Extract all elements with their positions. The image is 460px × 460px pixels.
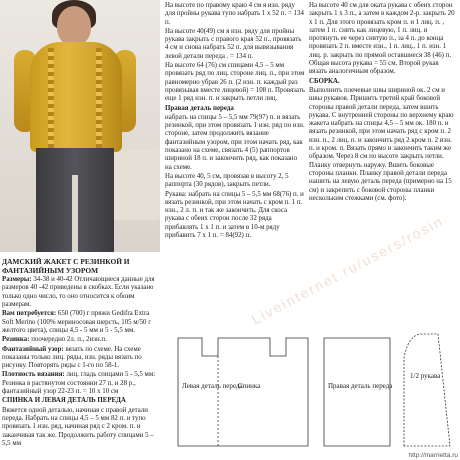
mid-paragraph-5: набрать на спицы 5 – 5,5 мм 79(97) п. и вязать резинкой, при этом провязать 1 изн. ряд по изн. стороне, затем продолжить вязание фантазийным узором, при этом начать ряд, как показано на схеме, связать 4 (5) раппортов шириной 18 п. и закончить ряд, как показано на схеме. [165, 113, 305, 171]
mid-paragraph-1: На высоте по правому краю 4 см я изн. ряду для пройны рукава тупо набрать 1 х 52 п. = 134 п. [165, 2, 304, 26]
materials-label: Вам потребуется: [2, 310, 57, 318]
sizes-label: Размеры: [2, 276, 32, 284]
pattern-title: ДАМСКИЙ ЖАКЕТ С РЕЗИНКОЙ И ФАНТАЗИЙНЫМ УЗОРОМ [2, 257, 130, 275]
right-front-outline [324, 338, 390, 446]
mid-paragraph-2: На высоте 40(49) см я изн. ряду для пройны рукава закрыть с правого края 52 п., провязать 4 см и снова набрать 52 п. для вывязывания левой детали переда . = 134 п. [165, 27, 302, 60]
sleeve-label: 1/2 рукава [410, 372, 441, 380]
gauge-paragraph [2, 371, 158, 396]
right-front-label: Правая деталь переда [328, 382, 393, 390]
jacket-shape [30, 42, 122, 152]
mid-paragraph-6: На высоте 40, 5 см, провязав в высоту 2, 5 раппорта (30 рядов), закрыть петли. [165, 172, 289, 189]
rib-label: Резинка: [2, 336, 30, 344]
source-credit: http://marrietta.ru [408, 452, 458, 459]
watermark: Liveinternet.ru/users/rosin [248, 212, 447, 328]
rib-paragraph [2, 336, 158, 344]
left-front-back-outline [178, 338, 308, 446]
materials-paragraph [2, 310, 158, 335]
back-label: Спинка [238, 382, 261, 390]
right-paragraph-1: На высоте 40 см для оката рукава с обеих сторон закрыть 1 х 3 п., а затем в каждом 2-р. закрыть 20 х 1 п. Для этого провязать кром п. и 1 лиц. п. , затем 1 п. снять как лицевую, 1 п. лиц. и протянуть ее через снятую п., за 4 п. до конца провязать 2 п. вместе изн., 1 п. лиц., 1 п. изн. 1 лиц. р. закрыть по прямой оставшиеся 38 (46) п. Общая высота рукава = 55 см. Второй рукав вязать аналогичным образом. [309, 2, 455, 76]
mid-paragraph-7: Рукава: набрать на спицы 5 – 5,5 мм 68(76) п. и вязать резинкой, при этом начать с кром п. 1 п. изн., 2 л. п. и так же закончить. Для скоса рукава с обеих сторон после 32 ряда прибавлять 1 х 1 п. и затем в 10-м ряду прибавить 7 х 1 п. = 84(92) п. [165, 190, 304, 240]
head-shape [57, 6, 91, 46]
right-text-column [309, 2, 458, 204]
mid-paragraph-3: На высоте 64 (76) см спицами 4,5 – 5 мм провязать ряд по лиц. стороне лиц. п., при этом равномерно убрав 26 п. (2 изн. п. каждый раз провязывая вместе лицевой) = 108 п. Провязать еще 1 ряд изн. п. и закрыть петли лиц. [165, 62, 305, 103]
sleeve-outline [404, 334, 450, 446]
model-photo [0, 0, 160, 252]
rib-text: поочередно 2л. п., 2изн.п. [31, 336, 107, 344]
gauge-text: лиц. гладь спицами 5 - 5,5 мм: Резинка в растянутом состоянии 27 п. и 28 р., фантазийный узор 22-23 п. = 10 х 10 см [2, 371, 156, 396]
legs-gap [72, 175, 78, 252]
right-front-heading: Правая деталь переда [165, 104, 234, 112]
back-heading: СПИНКА И ЛЕВАЯ ДЕТАЛЬ ПЕРЕДА [2, 397, 126, 405]
sizes-paragraph [2, 276, 158, 309]
pattern-paragraph [2, 346, 158, 371]
pattern-label: Фантазийный узор: [2, 345, 64, 353]
assembly-heading: СБОРКА. [309, 77, 340, 85]
right-paragraph-2: Выполнить плечевые швы шириной ок. 2 см и швы рукавов. Пришить третий край боковой стороны правой детали переда, затем вшить рукава. С внутренней стороны по верхнему краю жакета набрать на спицы 4,5 – 5 мм ок. 180 п. и вязать резинкой, при этом начать ряд с кром п. 2 изн. п., 2 лиц. п. и закончить ряд 2 кром п. 2 изн. п. и кром. п. Вязать прямо и закончить таким же образом. Через 8 см по высоте закрыть петли. Планку отвернуть наружу. Вшить боковые стороны планки. Планку правой детали переда нашить на левую деталь переда (примерно на 15 см) и закрепить с боковой стороны планки нескольким стежками (см. фото). [309, 86, 454, 202]
schematic-diagram [158, 318, 460, 460]
cable-pattern [96, 48, 102, 148]
left-front-label: Левая деталь переда [182, 382, 243, 390]
back-text: Вяжется одной деталью, начиная с правой детали переда. Набрать на спицы 4,5 – 5 мм 82 п. и тупо провязать 1 изн. ряд, начиная ряд с 2 кром. п. и заканчивая так же. Продолжить работу спицами 5 – 5,5 мм [2, 406, 154, 447]
middle-text-column [165, 2, 305, 241]
sizes-text: 34-38 и 40-42 Отличающиеся данные для размеров 40 -42 приведены в скобках. Если указано только одно число, то оно относится к обоим размерам. [2, 276, 155, 309]
left-text-column [2, 258, 158, 449]
materials-text: 650 (700) г пряжи Gedifra Extra Soft Merino (100% мериносовая шерсть, 105 м/50 г желтого цвета), спицы 4,5 - 5 мм и 5 - 5,5 мм. [2, 310, 152, 334]
cable-pattern [48, 48, 54, 148]
pattern-text: вязать по схеме. На схеме показаны только лиц. ряды, изн. ряды вязать по рисунку. Повторять ряды с 1-го по 58-1. [2, 345, 142, 370]
gauge-label: Плотность вязания: [2, 371, 65, 379]
